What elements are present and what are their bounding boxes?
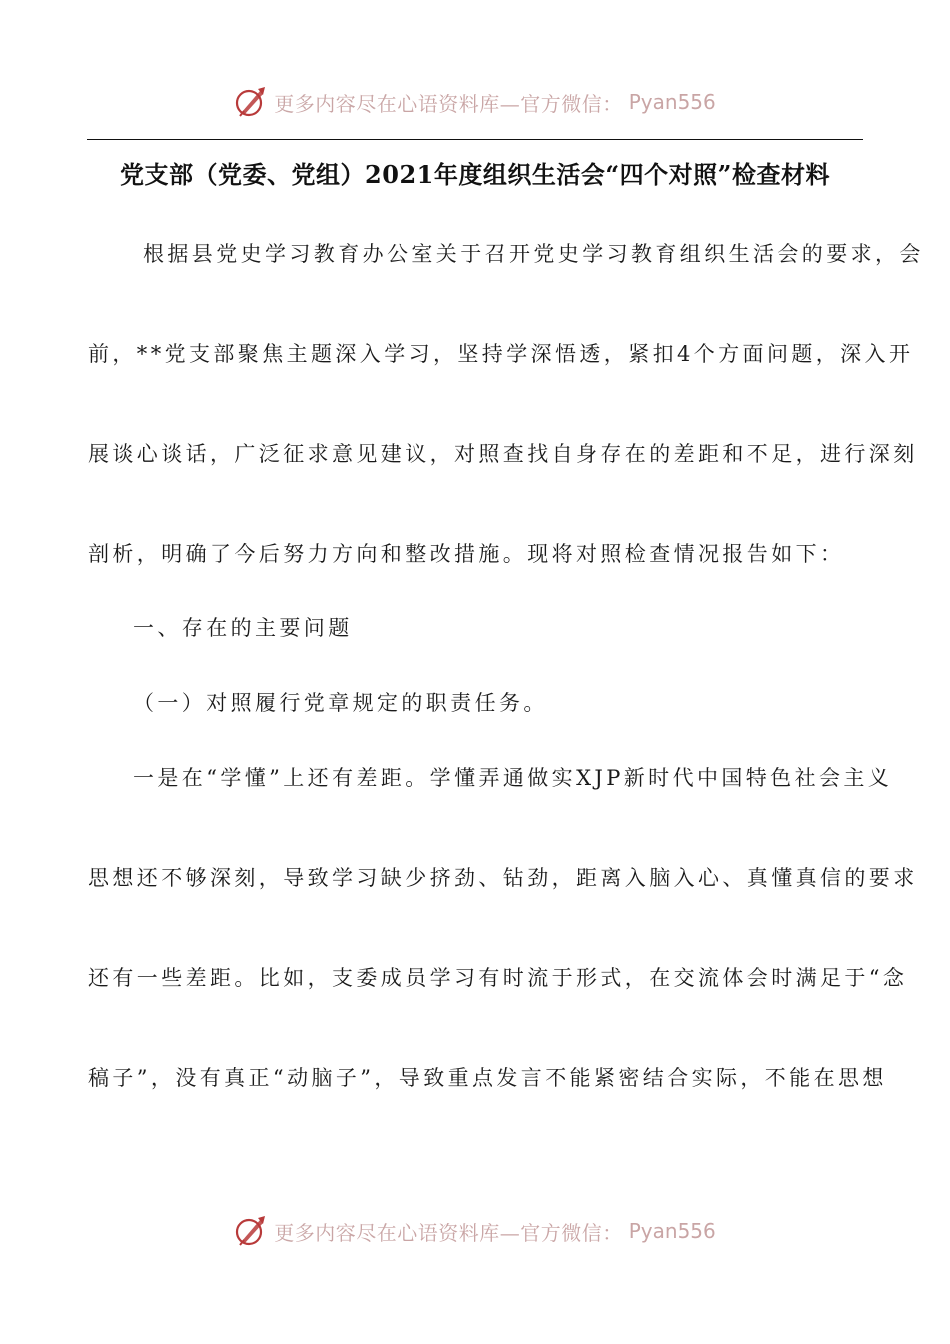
body-line-8: 稿子”，没有真正“动脑子”，导致重点发言不能紧密结合实际，不能在思想 [88,1066,887,1090]
header-banner-text: 更多内容尽在心语资料库—官方微信： [274,91,623,116]
section-heading-1: 一、存在的主要问题 [133,616,353,640]
subsection-heading-1: （一）对照履行党章规定的职责任务。 [133,691,548,715]
footer-banner [0,1211,950,1251]
header-banner-wechat-id: Pyan556 [628,90,716,114]
body-line-5: 一是在“学懂”上还有差距。学懂弄通做实XJP新时代中国特色社会主义 [133,766,893,790]
body-line-3: 展谈心谈话，广泛征求意见建议，对照查找自身存在的差距和不足，进行深刻 [88,442,918,466]
body-line-4: 剖析，明确了今后努力方向和整改措施。现将对照检查情况报告如下： [88,542,845,566]
footer-banner-text: 更多内容尽在心语资料库—官方微信： [274,1220,623,1245]
body-line-1: 根据县党史学习教育办公室关于召开党史学习教育组织生活会的要求，会 [143,242,924,266]
quill-pen-logo-icon [234,1214,268,1248]
document-title: 党支部（党委、党组）2021年度组织生活会“四个对照”检查材料 [120,160,830,189]
header-divider [87,139,863,140]
body-line-6: 思想还不够深刻，导致学习缺少挤劲、钻劲，距离入脑入心、真懂真信的要求 [88,866,918,890]
body-line-2: 前，**党支部聚焦主题深入学习，坚持学深悟透，紧扣4个方面问题，深入开 [88,342,914,366]
body-line-7: 还有一些差距。比如，支委成员学习有时流于形式，在交流体会时满足于“念 [88,966,908,990]
header-banner [0,82,950,122]
footer-banner-wechat-id: Pyan556 [628,1219,716,1243]
quill-pen-logo-icon [234,85,268,119]
